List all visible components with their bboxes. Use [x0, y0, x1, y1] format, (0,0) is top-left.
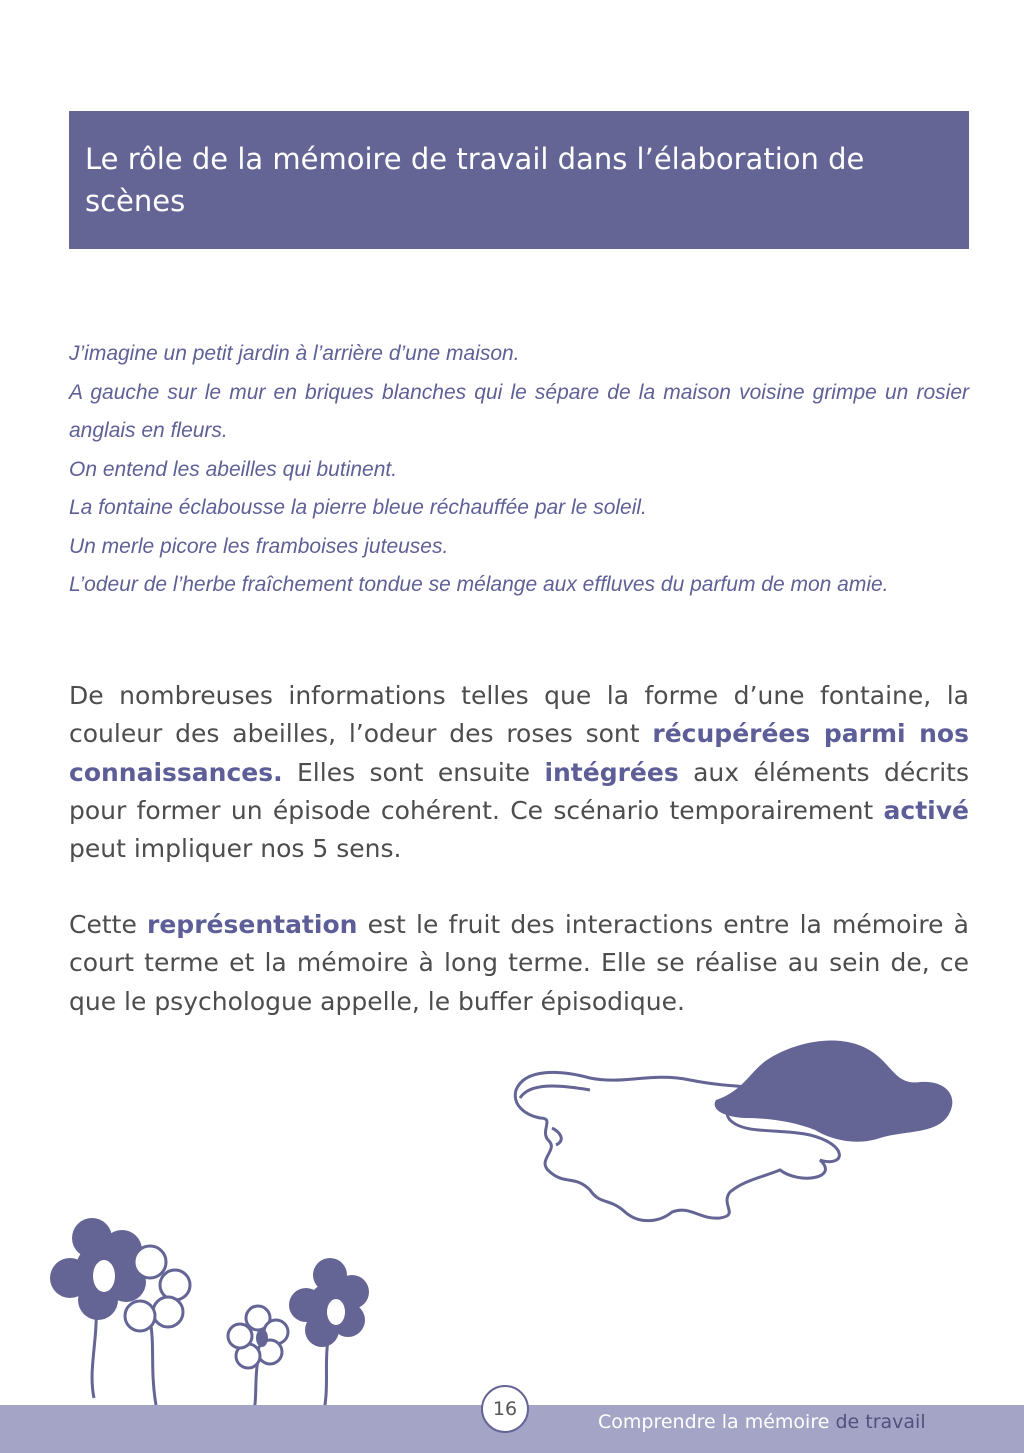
footer-title-part: Comprendre la mémoire — [598, 1411, 836, 1433]
highlight-term: activé — [883, 795, 969, 825]
poem-line: anglais en fleurs. — [69, 419, 228, 442]
cloud-filled-icon — [715, 1041, 953, 1142]
paragraph-text: Elles sont ensuite — [282, 757, 545, 787]
paragraph-text: peut impliquer nos 5 sens. — [69, 834, 402, 864]
poem-line: On entend les abeilles qui butinent. — [69, 457, 398, 481]
flower-icon — [125, 1246, 190, 1405]
footer-title — [598, 1411, 926, 1433]
poem-line: L’odeur de l’herbe fraîchement tondue se mélange aux effluves du parfum de mon amie. — [69, 573, 889, 596]
paragraph-text: aux éléments décrits pour former un épisode cohérent. Ce scénario temporairement — [69, 757, 969, 825]
poem-line: Un merle picore les framboises juteuses. — [69, 534, 449, 558]
footer-title-accent: de travail — [835, 1411, 926, 1433]
flower-icon — [289, 1258, 369, 1420]
poem-line: A gauche sur le mur en briques blanches qui le sépare de la maison voisine grimpe un rosier — [69, 380, 969, 404]
highlight-term: représentation — [147, 910, 358, 939]
paragraph-text: est le fruit des interactions entre la mémoire à court terme et la mémoire à long terme. Elle se réalise au sein de, ce que le psychologue appelle, le buffer épisodique. — [69, 910, 969, 1016]
paragraph-text: Cette — [69, 910, 148, 939]
poem-line: La fontaine éclabousse la pierre bleue réchauffée par le soleil. — [69, 496, 647, 519]
page-number: 16 — [481, 1385, 529, 1433]
highlight-term: intégrées — [544, 757, 679, 787]
poem-line: J’imagine un petit jardin à l’arrière d’une maison. — [69, 342, 520, 365]
page-title: Le rôle de la mémoire de travail dans l’élaboration de scènes — [85, 142, 865, 218]
highlight-term: récupérées parmi nos connaissances. — [69, 719, 969, 787]
paragraph-text: De nombreuses informations telles que la forme d’une fontaine, la couleur des abeilles, l’odeur des roses sont — [69, 681, 969, 749]
flower-icon — [228, 1306, 288, 1420]
